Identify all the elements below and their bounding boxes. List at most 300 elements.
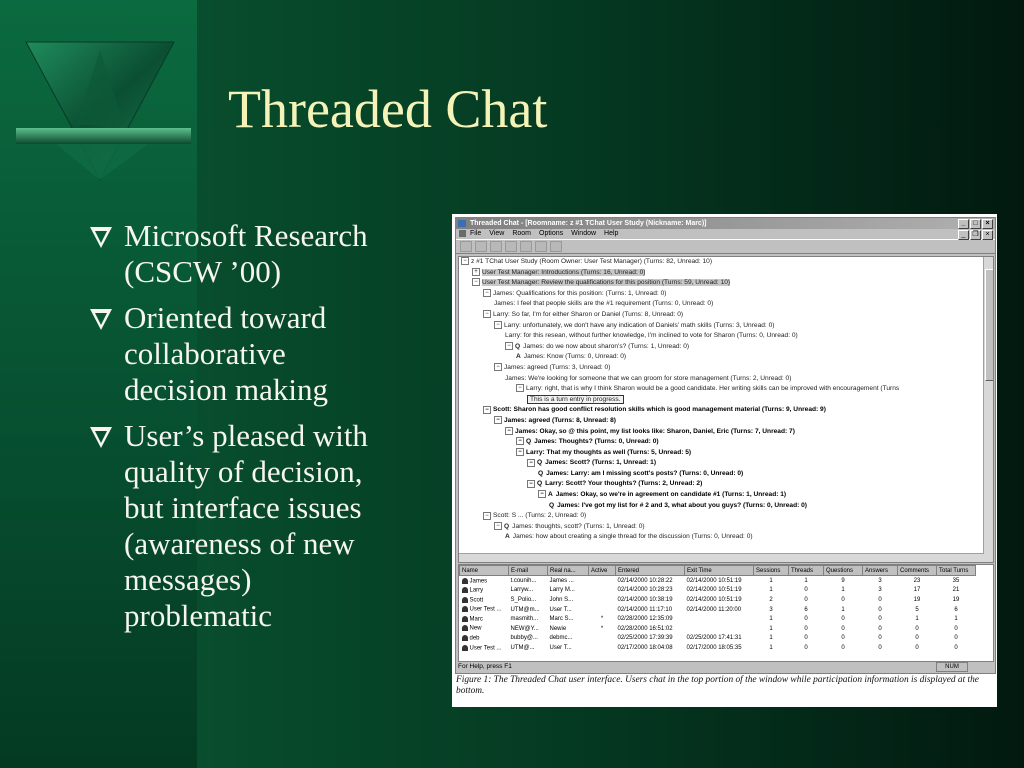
status-help-text: For Help, press F1 <box>458 663 512 670</box>
cell-text: 1 <box>769 644 773 651</box>
cell-text: 02/14/2000 10:51:19 <box>686 596 742 603</box>
cell-text: * <box>600 616 604 623</box>
table-cell <box>789 643 824 653</box>
cell-text: 0 <box>878 596 882 603</box>
collapse-icon[interactable]: − <box>472 278 480 286</box>
thread-node-text: Larry: So far, I'm for either Sharon or Daniel (Turns: 8, Unread: 0) <box>493 310 684 318</box>
question-marker: Q <box>549 501 555 509</box>
child-close-icon[interactable]: × <box>982 230 993 240</box>
thread-node[interactable] <box>459 490 993 501</box>
question-marker: Q <box>526 438 532 446</box>
table-cell <box>754 605 789 615</box>
table-cell <box>685 576 754 586</box>
cell-text: debmc... <box>549 635 573 642</box>
cell-text: 02/17/2000 18:05:35 <box>686 644 742 651</box>
cell-text: User Test ... <box>469 606 502 613</box>
column-header[interactable]: E-mail <box>509 566 548 576</box>
thread-tree[interactable] <box>458 256 994 563</box>
thread-node[interactable] <box>459 427 993 438</box>
table-cell <box>789 586 824 596</box>
cell-text: 1 <box>769 616 773 623</box>
cell-text: John S... <box>549 596 574 603</box>
cell-text: 2 <box>769 596 773 603</box>
table-cell <box>616 586 685 596</box>
thread-node[interactable] <box>459 448 993 459</box>
thread-node[interactable] <box>459 469 993 480</box>
cell-text: User T... <box>549 606 572 613</box>
menu-file[interactable]: File <box>470 230 482 237</box>
green-marble-triangle-logo <box>16 40 191 190</box>
table-row[interactable] <box>460 605 976 615</box>
thread-node[interactable] <box>459 511 993 522</box>
collapse-icon[interactable]: − <box>505 342 513 350</box>
new-thread-icon[interactable] <box>460 241 472 252</box>
check-arrow-icon <box>88 304 114 332</box>
cell-text: 0 <box>804 596 808 603</box>
bullet-text: User’s pleased with quality of decision, but interface issues (awareness of new messages) problematic <box>124 418 368 633</box>
thread-node[interactable] <box>459 321 993 332</box>
table-row[interactable] <box>460 614 976 624</box>
menu-options[interactable]: Options <box>539 230 564 237</box>
num-lock-indicator: NUM <box>936 662 968 672</box>
cell-text: 0 <box>915 635 919 642</box>
cell-text: 02/14/2000 10:51:19 <box>686 587 742 594</box>
user-icon <box>462 597 468 603</box>
thread-node-text: James: Larry: am I missing scott's posts? (Turns: 0, Unread: 0) <box>546 469 744 477</box>
column-header[interactable]: Threads <box>789 566 824 576</box>
table-cell <box>548 634 589 644</box>
cell-text: User Test ... <box>469 645 502 652</box>
table-cell <box>863 605 898 615</box>
thread-node[interactable] <box>459 384 993 395</box>
table-cell <box>509 624 548 634</box>
child-minimize-icon[interactable]: _ <box>958 230 969 240</box>
thread-node[interactable] <box>459 405 993 416</box>
tree-horizontal-scrollbar[interactable] <box>459 553 984 562</box>
table-row[interactable] <box>460 634 976 644</box>
thread-node-text: James: I've got my list for # 2 and 3, what about you guys? (Turns: 0, Unread: 0) <box>557 501 807 509</box>
participants-icon[interactable] <box>535 241 547 252</box>
thread-node-text: James: Qualifications for this position: (Turns: 1, Unread: 0) <box>493 289 667 297</box>
answer-marker: A <box>505 533 510 541</box>
table-cell <box>937 634 976 644</box>
collapse-icon[interactable]: − <box>516 437 524 445</box>
thread-node-text: James: Okay, so @ this point, my list looks like: Sharon, Daniel, Eric (Turns: 7, Unread: 7) <box>515 427 795 435</box>
table-cell <box>754 643 789 653</box>
cell-text: 9 <box>841 577 845 584</box>
table-cell <box>937 576 976 586</box>
cell-text: 02/17/2000 18:04:08 <box>617 644 673 651</box>
collapse-icon[interactable]: − <box>483 310 491 318</box>
table-cell <box>616 624 685 634</box>
table-cell <box>824 634 863 644</box>
table-cell <box>509 605 548 615</box>
cell-text: 6 <box>804 606 808 613</box>
table-cell <box>824 595 863 605</box>
status-bar <box>458 662 992 672</box>
thread-node-text: Larry: right, that is why I think Sharon would be a good candidate. Her writing skills can be improved with encouragement (Turns <box>526 385 900 393</box>
table-cell <box>616 576 685 586</box>
menu-room[interactable]: Room <box>512 230 532 237</box>
table-cell <box>789 624 824 634</box>
table-cell <box>863 643 898 653</box>
check-arrow-icon <box>88 422 114 450</box>
thread-node[interactable] <box>459 458 993 469</box>
minimize-icon[interactable]: _ <box>958 219 969 229</box>
thread-node-text: Larry: for this resean, without further knowledge, I'm inclined to vote for Sharon (Turns: 0, Unread: 0) <box>505 332 798 340</box>
table-cell <box>460 605 509 615</box>
table-cell <box>863 634 898 644</box>
cell-text: 02/25/2000 17:41:31 <box>686 635 742 642</box>
thread-node[interactable] <box>459 257 993 268</box>
threaded-chat-window <box>455 217 996 674</box>
thread-node-text: Larry: Scott? Your thoughts? (Turns: 2, Unread: 2) <box>545 480 703 488</box>
table-cell <box>616 614 685 624</box>
cell-text: 0 <box>841 644 845 651</box>
table-cell <box>460 614 509 624</box>
thread-node-text: James: We're looking for someone that we can groom for store management (Turns: 2, Unread: 0) <box>505 374 792 382</box>
thread-node[interactable] <box>459 437 993 448</box>
cell-text: Scott <box>469 597 484 604</box>
cell-text: 0 <box>915 625 919 632</box>
table-row[interactable] <box>460 586 976 596</box>
table-cell <box>460 595 509 605</box>
answer-icon[interactable] <box>505 241 517 252</box>
table-cell <box>685 634 754 644</box>
table-cell <box>460 586 509 596</box>
cell-text: 0 <box>878 644 882 651</box>
cell-text: 0 <box>841 616 845 623</box>
table-cell <box>548 605 589 615</box>
bullet-item <box>88 300 448 408</box>
table-cell <box>548 586 589 596</box>
collapse-icon[interactable]: − <box>527 459 535 467</box>
collapse-icon[interactable]: − <box>494 416 502 424</box>
thread-node[interactable] <box>459 268 993 279</box>
cell-text: 02/14/2000 10:28:23 <box>617 587 673 594</box>
thread-node[interactable] <box>459 374 993 385</box>
cell-text: 17 <box>913 587 921 594</box>
table-cell <box>460 634 509 644</box>
table-cell <box>898 595 937 605</box>
reply-icon[interactable] <box>475 241 487 252</box>
question-marker: Q <box>515 342 521 350</box>
cell-text: UTM@m... <box>510 606 540 613</box>
cell-text: t.counih... <box>510 577 537 584</box>
embedded-screenshot <box>452 214 997 707</box>
table-cell <box>898 634 937 644</box>
thread-node[interactable] <box>459 278 993 289</box>
cell-text: 1 <box>769 587 773 594</box>
cell-text: Larryw... <box>510 587 534 594</box>
thread-node-text: James: Okay, so we're in agreement on candidate #1 (Turns: 1, Unread: 1) <box>555 491 787 499</box>
thread-node[interactable] <box>459 342 993 353</box>
window-titlebar[interactable] <box>456 218 995 229</box>
cell-text: 02/25/2000 17:39:39 <box>617 635 673 642</box>
cell-text: Newie <box>549 625 567 632</box>
help-icon[interactable] <box>550 241 562 252</box>
thread-node-text: James: agreed (Turns: 8, Unread: 8) <box>504 416 617 424</box>
menu-help[interactable]: Help <box>604 230 619 237</box>
cell-text: 19 <box>913 596 921 603</box>
thread-node-text: James: I feel that people skills are the #1 requirement (Turns: 0, Unread: 0) <box>494 300 714 308</box>
table-row[interactable] <box>460 624 976 634</box>
cell-text: 02/14/2000 10:51:19 <box>686 577 742 584</box>
column-header[interactable]: Questions <box>824 566 863 576</box>
collapse-icon[interactable]: − <box>494 321 502 329</box>
thread-node[interactable] <box>459 352 993 363</box>
question-marker: Q <box>537 480 543 488</box>
table-cell <box>789 614 824 624</box>
thread-node-text: User Test Manager: Introductions (Turns: 16, Unread: 0) <box>482 268 646 276</box>
cell-text: 0 <box>878 635 882 642</box>
table-cell <box>824 586 863 596</box>
cell-text: 02/14/2000 10:38:19 <box>617 596 673 603</box>
thread-node-text: James: thoughts, scott? (Turns: 1, Unread: 0) <box>512 522 645 530</box>
column-header[interactable]: Sessions <box>754 566 789 576</box>
table-cell <box>616 595 685 605</box>
cell-text: 0 <box>804 625 808 632</box>
table-cell <box>548 576 589 586</box>
menu-window[interactable]: Window <box>571 230 597 237</box>
collapse-icon[interactable]: − <box>461 257 469 265</box>
table-cell <box>824 624 863 634</box>
cell-text: 02/14/2000 10:28:22 <box>617 577 673 584</box>
user-icon <box>462 625 468 631</box>
table-cell <box>509 595 548 605</box>
thread-node-text: z #1 TChat User Study (Room Owner: User Test Manager) (Turns: 82, Unread: 10) <box>471 258 713 265</box>
cell-text: 1 <box>841 606 845 613</box>
table-cell <box>789 605 824 615</box>
window-title: Threaded Chat - [Roomname: z #1 TChat User Study (Nickname: Marc)] <box>470 220 707 227</box>
menu-view[interactable]: View <box>489 230 505 237</box>
child-restore-icon[interactable]: ❐ <box>970 230 981 240</box>
table-cell <box>863 576 898 586</box>
user-icon <box>462 587 468 593</box>
cell-text: 19 <box>952 596 960 603</box>
bullet-text: Microsoft Research (CSCW ’00) <box>124 218 368 289</box>
table-cell <box>685 595 754 605</box>
table-cell <box>509 643 548 653</box>
thread-node[interactable] <box>459 479 993 490</box>
table-cell <box>824 576 863 586</box>
table-cell <box>589 586 616 596</box>
column-header[interactable]: Name <box>460 566 509 576</box>
collapse-icon[interactable]: − <box>516 384 524 392</box>
thread-node[interactable] <box>459 310 993 321</box>
collapse-icon[interactable]: − <box>538 490 546 498</box>
answer-marker: A <box>516 353 521 361</box>
table-cell <box>685 624 754 634</box>
table-cell <box>863 624 898 634</box>
collapse-icon[interactable]: − <box>483 406 491 414</box>
table-cell <box>754 595 789 605</box>
document-icon <box>459 230 466 237</box>
question-marker: Q <box>537 459 543 467</box>
cell-text: 0 <box>954 644 958 651</box>
column-header[interactable]: Total Turns <box>937 566 976 576</box>
table-cell <box>460 643 509 653</box>
table-cell <box>548 643 589 653</box>
cell-text: Larry <box>469 587 484 594</box>
column-header[interactable]: Comments <box>898 566 937 576</box>
check-arrow-icon <box>88 222 114 250</box>
thread-node[interactable] <box>459 363 993 374</box>
table-cell <box>685 614 754 624</box>
table-row[interactable] <box>460 576 976 586</box>
toolbar <box>456 239 995 254</box>
table-cell <box>616 643 685 653</box>
scroll-thumb[interactable] <box>985 269 994 381</box>
answer-marker: A <box>548 491 553 499</box>
thread-node-text: James: do we now about sharon's? (Turns: 1, Unread: 0) <box>523 342 690 350</box>
table-cell <box>589 576 616 586</box>
collapse-icon[interactable]: − <box>516 448 524 456</box>
column-header[interactable]: Answers <box>863 566 898 576</box>
table-cell <box>589 624 616 634</box>
table-cell <box>509 614 548 624</box>
cell-text: 02/28/2000 12:35:09 <box>617 616 673 623</box>
cell-text: 0 <box>804 644 808 651</box>
user-icon <box>462 635 468 641</box>
thread-node[interactable] <box>459 416 993 427</box>
table-cell <box>616 605 685 615</box>
table-cell <box>863 586 898 596</box>
table-cell <box>509 576 548 586</box>
cell-text: 02/14/2000 11:20:00 <box>686 606 742 613</box>
table-cell <box>589 595 616 605</box>
user-icon <box>462 606 468 612</box>
thread-node-text: James: agreed (Turns: 3, Unread: 0) <box>504 363 611 371</box>
thread-node-text: Larry: unfortunately, we don't have any indication of Daniels' math skills (Turns: 3, Unread: 0) <box>504 321 775 329</box>
table-cell <box>589 634 616 644</box>
thread-node[interactable] <box>459 501 993 512</box>
figure-caption: Figure 1: The Threaded Chat user interface. Users chat in the top portion of the window while participation information is displayed at the bottom. <box>456 675 979 696</box>
cell-text: 0 <box>841 596 845 603</box>
table-cell <box>685 605 754 615</box>
user-icon <box>462 616 468 622</box>
thread-node-text: User Test Manager: Review the qualifications for this position (Turns: 59, Unread: 10) <box>482 279 731 287</box>
cell-text: 0 <box>804 616 808 623</box>
cell-text: 0 <box>954 635 958 642</box>
table-cell <box>754 624 789 634</box>
table-cell <box>937 586 976 596</box>
collapse-icon[interactable]: − <box>527 480 535 488</box>
question-marker: Q <box>504 522 510 530</box>
cell-text: 0 <box>878 606 882 613</box>
table-cell <box>937 595 976 605</box>
column-header[interactable]: Exit Time <box>685 566 754 576</box>
table-cell <box>589 605 616 615</box>
cell-text: 0 <box>915 644 919 651</box>
cell-text: 5 <box>915 606 919 613</box>
table-cell <box>863 595 898 605</box>
table-cell <box>898 586 937 596</box>
cell-text: 1 <box>841 587 845 594</box>
table-cell <box>548 614 589 624</box>
cell-text: NEW@Y... <box>510 625 539 632</box>
cell-text: Marc <box>469 616 483 623</box>
turn-entry-input[interactable] <box>459 395 993 406</box>
table-row[interactable] <box>460 595 976 605</box>
table-cell <box>937 643 976 653</box>
cell-text: 1 <box>769 625 773 632</box>
expand-icon[interactable]: + <box>472 268 480 276</box>
cell-text: 1 <box>954 616 958 623</box>
cell-text: 1 <box>769 635 773 642</box>
table-cell <box>754 634 789 644</box>
thread-node-text: James: Scott? (Turns: 1, Unread: 1) <box>545 459 657 467</box>
column-header[interactable]: Entered <box>616 566 685 576</box>
column-header[interactable]: Active <box>589 566 616 576</box>
cell-text: 6 <box>954 606 958 613</box>
question-marker: Q <box>538 469 544 477</box>
collapse-icon[interactable]: − <box>494 363 502 371</box>
cell-text: Larry M... <box>549 587 575 594</box>
close-icon[interactable]: × <box>982 219 993 229</box>
cell-text: 0 <box>804 635 808 642</box>
bullet-item <box>88 218 448 290</box>
table-cell <box>824 643 863 653</box>
user-icon <box>462 645 468 651</box>
cell-text: 1 <box>915 616 919 623</box>
cell-text: 3 <box>769 606 773 613</box>
collapse-icon[interactable]: − <box>483 289 491 297</box>
cell-text: 1 <box>769 577 773 584</box>
collapse-icon[interactable]: − <box>483 512 491 520</box>
cell-text: 02/28/2000 16:51:02 <box>617 625 673 632</box>
table-cell <box>589 614 616 624</box>
cell-text: 0 <box>841 625 845 632</box>
table-cell <box>460 576 509 586</box>
cell-text: deb <box>469 635 480 642</box>
table-row[interactable] <box>460 643 976 653</box>
maximize-icon[interactable]: □ <box>970 219 981 229</box>
table-cell <box>937 605 976 615</box>
cell-text: User T... <box>549 644 572 651</box>
cell-text: New <box>469 626 482 633</box>
comment-icon[interactable] <box>520 241 532 252</box>
question-icon[interactable] <box>490 241 502 252</box>
thread-node[interactable] <box>459 289 993 300</box>
table-cell <box>616 634 685 644</box>
cell-text: James <box>469 578 488 585</box>
table-cell <box>898 643 937 653</box>
table-cell <box>789 595 824 605</box>
thread-node-text: James: Know (Turns: 0, Unread: 0) <box>523 353 627 361</box>
collapse-icon[interactable]: − <box>494 522 502 530</box>
thread-node[interactable] <box>459 331 993 342</box>
cell-text: 0 <box>878 616 882 623</box>
table-cell <box>589 643 616 653</box>
thread-node-text: This is a turn entry in progress. <box>527 395 624 404</box>
thread-node[interactable] <box>459 299 993 310</box>
cell-text: 02/14/2000 11:17:10 <box>617 606 673 613</box>
column-header[interactable]: Real na... <box>548 566 589 576</box>
collapse-icon[interactable]: − <box>505 427 513 435</box>
table-cell <box>824 614 863 624</box>
table-cell <box>754 576 789 586</box>
table-cell <box>898 614 937 624</box>
thread-node[interactable] <box>459 522 993 533</box>
thread-node[interactable] <box>459 532 993 543</box>
cell-text: masmith... <box>510 616 539 623</box>
cell-text: 35 <box>952 577 960 584</box>
table-cell <box>754 614 789 624</box>
cell-text: * <box>600 625 604 632</box>
table-cell <box>863 614 898 624</box>
tree-vertical-scrollbar[interactable] <box>983 257 993 562</box>
